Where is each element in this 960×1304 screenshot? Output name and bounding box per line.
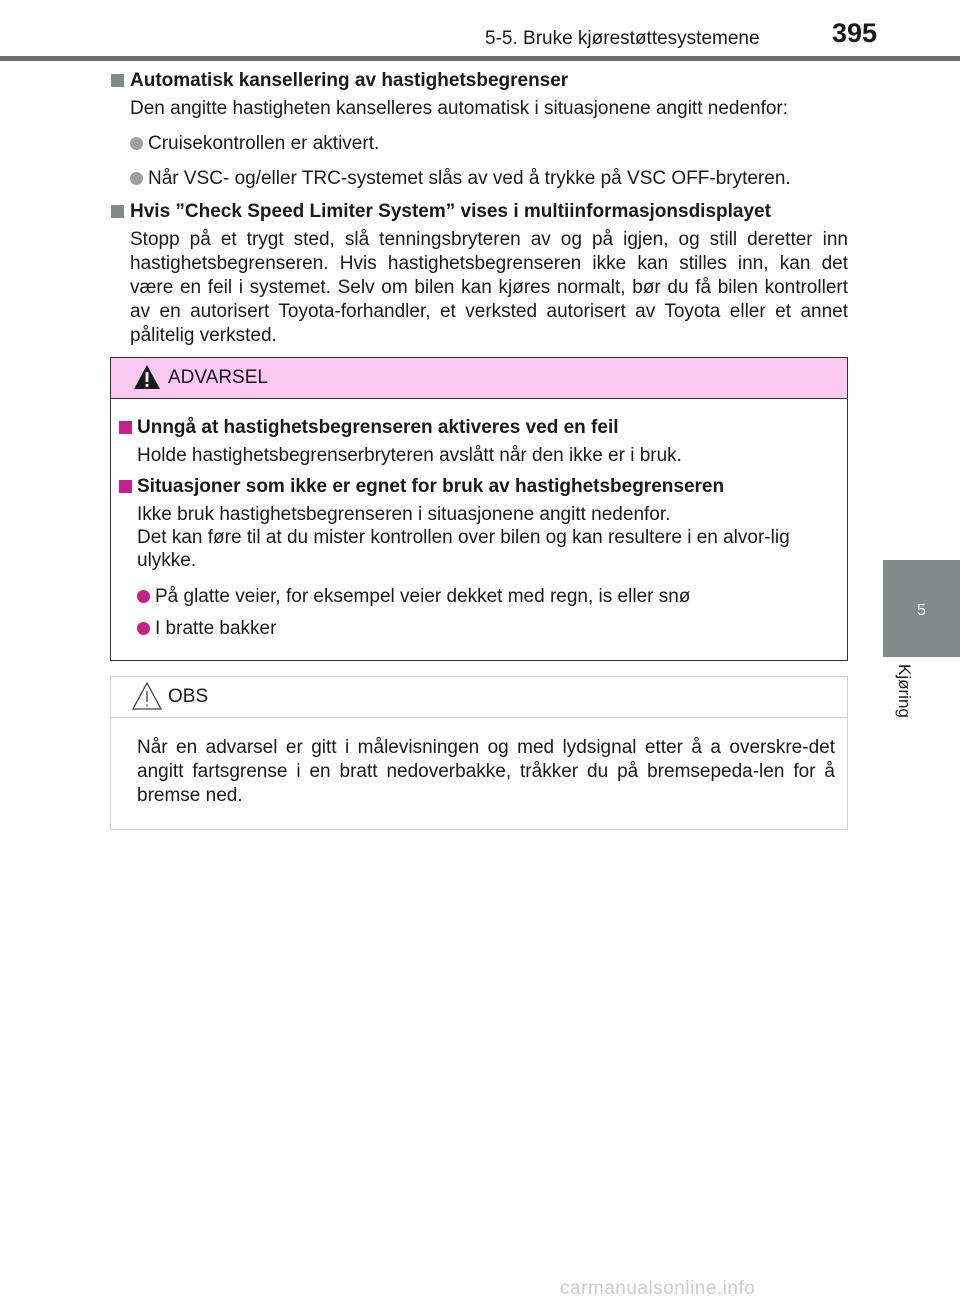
warning-text: Det kan føre til at du mister kontrollen over bilen og kan resultere i en alvor-lig ulykke. — [137, 527, 790, 571]
warning-triangle-icon — [133, 364, 161, 390]
chapter-tab — [883, 560, 960, 657]
warning-body — [111, 399, 847, 641]
list-item: På glatte veier, for eksempel veier dekket med regn, is eller snø — [119, 585, 847, 609]
chapter-label-text: Kjøring — [895, 664, 914, 718]
watermark: carmanualsonline.info — [560, 1278, 756, 1299]
list-item: Cruisekontrollen er aktivert. — [110, 132, 848, 156]
notice-text: Når en advarsel er gitt i målevisningen og med lydsignal etter å a overskre-det angitt fartsgrense i en bratt nedoverbakke, tråkker du på bremsepeda-len for å bremse ned. — [137, 737, 835, 806]
square-bullet-icon — [119, 480, 132, 493]
section-title: 5-5. Bruke kjørestøttesystemene — [485, 28, 760, 49]
circle-bullet-icon — [137, 622, 150, 635]
warning-text: Holde hastighetsbegrenserbryteren avslått når den ikke er i bruk. — [137, 445, 682, 466]
warning-heading: Unngå at hastighetsbegrenseren aktiveres ved en feil — [119, 416, 847, 440]
header-divider — [0, 56, 960, 61]
square-bullet-icon — [111, 74, 124, 87]
chapter-label — [893, 664, 923, 734]
page-number: 395 — [832, 18, 878, 48]
warning-title: ADVARSEL — [168, 367, 268, 388]
page-header — [0, 0, 960, 64]
square-bullet-icon — [119, 421, 132, 434]
main-content — [110, 68, 848, 348]
caution-triangle-icon — [131, 681, 163, 711]
section-text: Den angitte hastigheten kanselleres automatisk i situasjonene angitt nedenfor: — [130, 98, 789, 119]
warning-text: Ikke bruk hastighetsbegrenseren i situasjonene angitt nedenfor. — [137, 504, 671, 525]
circle-bullet-icon — [130, 172, 143, 185]
section-heading: Hvis ”Check Speed Limiter System” vises i multiinformasjonsdisplayet — [110, 199, 848, 225]
list-item: I bratte bakker — [119, 617, 847, 641]
section-text: Stopp på et trygt sted, slå tenningsbryteren av og på igjen, og still deretter inn hastighetsbegrenseren. Hvis hastighetsbegrenseren ikke kan stilles inn, kan det være en feil i systemet. Selv om bilen kan kjøres normalt, bør du få bilen kontrollert av en autorisert Toyota-forhandler, et verksted autorisert av Toyota eller et annet pålitelig verksted. — [130, 229, 848, 346]
warning-box — [110, 357, 848, 661]
section-heading: Automatisk kansellering av hastighetsbegrenser — [110, 68, 848, 94]
square-bullet-icon — [111, 205, 124, 218]
notice-header — [111, 677, 847, 718]
warning-heading: Situasjoner som ikke er egnet for bruk av hastighetsbegrenseren — [119, 475, 847, 499]
chapter-number: 5 — [917, 602, 926, 619]
notice-title: OBS — [168, 686, 209, 707]
circle-bullet-icon — [130, 137, 143, 150]
list-item: Når VSC- og/eller TRC-systemet slås av ved å trykke på VSC OFF-bryteren. — [110, 167, 848, 191]
warning-header — [111, 358, 847, 399]
circle-bullet-icon — [137, 590, 150, 603]
notice-box — [110, 676, 848, 830]
